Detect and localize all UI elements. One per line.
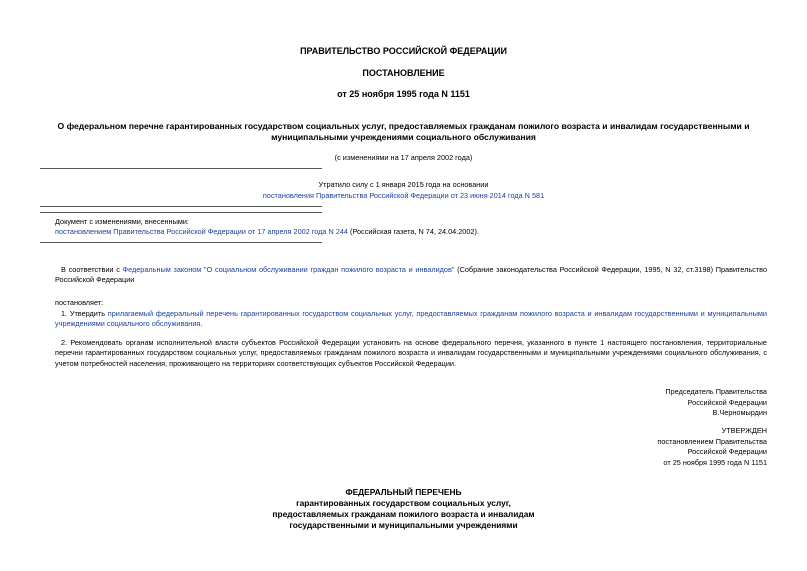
changes-suffix: (Российская газета, N 74, 24.04.2002). — [348, 227, 479, 236]
intro-paragraph — [55, 265, 767, 286]
signature-block — [665, 387, 767, 419]
doc-type-heading: ПОСТАНОВЛЕНИЕ — [362, 68, 445, 78]
document-title-line1: О федеральном перечне гарантированных государством социальных услуг, предоставляемых гражданам пожилого возраста и инвалидам государственными и — [57, 121, 750, 131]
repeal-status: Утратило силу с 1 января 2015 года на основании — [318, 180, 489, 189]
amendment-note: (с изменениями на 17 апреля 2002 года) — [334, 153, 473, 162]
divider — [40, 206, 322, 207]
approval-body: Российской Федерации — [687, 447, 767, 456]
government-heading: ПРАВИТЕЛЬСТВО РОССИЙСКОЙ ФЕДЕРАЦИИ — [300, 46, 507, 56]
intro-suffix: (Собрание законодательства Российской Федерации, 1995, N 32, ст.3198) Правительство Российской Федерации — [55, 265, 767, 285]
signature-name: В.Черномырдин — [712, 408, 767, 417]
approval-title: УТВЕРЖДЕН — [721, 426, 767, 435]
signature-body: Российской Федерации — [687, 397, 767, 407]
list-subtitle-line3: государственными и муниципальными учреждениями — [289, 520, 518, 530]
document-title-line2: муниципальными учреждениями социального обслуживания — [271, 132, 536, 142]
list-title: ФЕДЕРАЛЬНЫЙ ПЕРЕЧЕНЬ — [345, 487, 462, 497]
divider — [40, 212, 322, 213]
approval-date: от 25 ноября 1995 года N 1151 — [663, 457, 767, 467]
repeal-link[interactable]: постановления Правительства Российской Федерации от 23 июня 2014 года N 581 — [262, 191, 545, 200]
federal-law-link[interactable]: Федеральным законом "О социальном обслуживании граждан пожилого возраста и инвалидов" — [122, 265, 455, 274]
federal-list-link[interactable]: прилагаемый федеральный перечень гарантированных государством социальных услуг, предоставляемых гражданам пожилого возраста и инвалидам государственными и муниципальными учреждениями социального обслуживания — [55, 309, 767, 329]
intro-prefix: В соответствии с — [61, 265, 123, 274]
approval-block — [657, 426, 767, 468]
changes-link[interactable]: постановлением Правительства Российской Федерации от 17 апреля 2002 года N 244 — [55, 227, 348, 236]
changes-line — [55, 227, 479, 237]
changes-intro: Документ с изменениями, внесенными: — [55, 217, 189, 226]
item-1-suffix: . — [200, 319, 203, 329]
resolves-text: постановляет: — [55, 298, 104, 307]
item-2-paragraph: 2. Рекомендовать органам исполнительной власти субъектов Российской Федерации установить на основе федерального перечня, указанного в пункте 1 настоящего постановления, территориальные перечни гарантированных государством социальных услуг, предоставляемых гражданам пожилого возраста и инвалидам государственными и муниципальными учреждениями социального обслуживания, с учетом потребностей населения, проживающего на территориях соответствующих субъектов Российской Федерации. — [55, 338, 767, 368]
divider — [40, 242, 322, 243]
list-subtitle-line1: гарантированных государством социальных услуг, — [296, 498, 511, 508]
item-1-paragraph — [55, 309, 767, 330]
item-1-prefix: 1. Утвердить — [61, 309, 108, 318]
signature-position: Председатель Правительства — [665, 387, 767, 396]
divider — [40, 168, 322, 169]
approval-by: постановлением Правительства — [657, 436, 767, 446]
list-subtitle-line2: предоставляемых гражданам пожилого возраста и инвалидам — [272, 509, 535, 519]
date-number-heading: от 25 ноября 1995 года N 1151 — [337, 89, 470, 99]
